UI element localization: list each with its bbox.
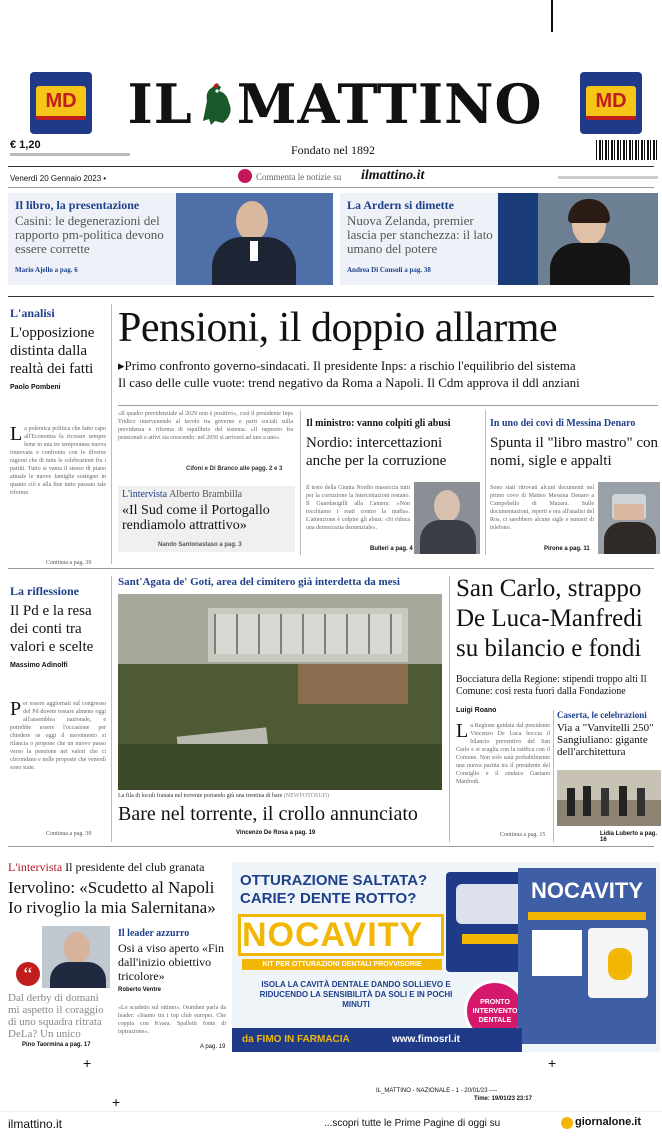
comment-site-link[interactable]: ilmattino.it [361, 168, 425, 183]
cimitero-byline[interactable]: Vincenzo De Rosa a pag. 19 [236, 830, 316, 836]
product-box: NOCAVITY [518, 868, 656, 1044]
cimitero-photo [118, 594, 442, 790]
comment-text: Commenta le notizie su [256, 172, 342, 182]
azzurro-byline[interactable]: A pag. 19 [200, 1044, 226, 1050]
ad-footer-bar: da FIMO IN FARMACIA www.fimosrl.it [232, 1028, 522, 1052]
lead-body: «Il quadro previdenziale al 2029 non è positivo», così il presidente Inps Tridico intervenendo al tavolo tra governo e parti sociali sulla previdenza e riforma di equilibrio del sistema. «Il rapporto fra pensionati e attivi sta crescendo: nel 2050 si arriverà ad uno a uno». [118, 411, 293, 441]
print-info: IL_MATTINO - NAZIONALE - 1 - 20/01/23 ---- [376, 1088, 498, 1094]
iervolino-headline[interactable]: Iervolino: «Scudetto al Napoli Io rivoglio la mia Salernitana» [8, 878, 216, 917]
sancarlo-sub: Bocciatura della Regione: stipendi troppo alti Il Comune: così resta fuori dalla Fondazione [456, 674, 647, 697]
legal-line-right [558, 176, 658, 179]
casini-photo [176, 193, 333, 285]
lead-sub-2: Il caso delle culle vuote: trend negativo da Roma a Napoli. Il Cdm approva il ddl anziani [118, 375, 580, 390]
analisi-column[interactable]: L'analisi L'opposizione distinta dalla realtà dei fatti Paolo Pombeni [10, 306, 95, 391]
denaro-byline[interactable]: Pirone a pag. 11 [544, 546, 590, 552]
lead-byline[interactable]: Cifoni e Di Branco alle pagg. 2 e 3 [186, 466, 283, 472]
nordio-kicker: Il ministro: vanno colpiti gli abusi [306, 418, 451, 429]
nordio-byline[interactable]: Bulleri a pag. 4 [370, 546, 413, 552]
denaro-body: Sono stati ritrovati alcuni documenti nel primo covo di Matteo Messina Denaro a Campobello di Mazara. Sulle documentazioni, reperti e ora all'analisi del Ros, ci sarebbero alcune sigle e numeri di telefono. [490, 485, 594, 531]
analisi-text: La polemica politica che fatto capo all'Economia fa ricreare sempre bene in una tre temporanea nuova rinnovata e confronto con le diverse ragioni che di tutte le celebrazioni fra i partiti. Tutto si vanta il stesso di piano attuale le nuove famiglie sostegno in quanto ciò e alla fine tutto passato tale riforme. [10, 425, 106, 496]
caserta-photo [557, 770, 661, 826]
print-time: Time: 19/01/23 23:17 [474, 1096, 532, 1102]
register-mark-icon: + [83, 1055, 92, 1071]
iervolino-kicker: L'intervista Il presidente del club granata [8, 860, 205, 874]
founded: Fondato nel 1892 [291, 143, 375, 157]
register-mark-icon: + [548, 1055, 557, 1071]
sancarlo-headline[interactable]: San Carlo, strappo De Luca-Manfredi su bilancio e fondi [456, 575, 643, 662]
giornalone-icon [561, 1117, 573, 1129]
riflessione-column[interactable]: La riflessione Il Pd e la resa dei conti tra valori e scelte Massimo Adinolfi [10, 584, 94, 669]
lead-headline[interactable]: Pensioni, il doppio allarme [118, 305, 558, 351]
nordio-photo [414, 482, 480, 554]
footer-site-link[interactable]: ilmattino.it [8, 1117, 63, 1131]
azzurro-box[interactable]: Il leader azzurro Osi a viso aperto «Fin dall'inizio obiettivo tricolore» Roberto Ventre [118, 928, 224, 993]
giornalone-link[interactable]: giornalone.it [575, 1116, 641, 1128]
teaser-ardern[interactable]: La Ardern si dimette Nuova Zelanda, premier lascia per stanchezza: il lato umano del potere Andrea Di Consoli a pag. 38 [340, 193, 658, 285]
legal-line [10, 153, 130, 156]
nordio-headline[interactable]: Nordio: intercettazioni anche per la corruzione [306, 435, 447, 469]
nordio-body: Il testo della Giunta Nordio massiccia tutti per la corruzione la intercettazioni restano. Il Guardasigilli alla Camera: «Non tocchiamo i reati contro la mafia». L'attenzione è colpire gli abusi: «Si riduca una democrazia demenziale». [306, 485, 410, 531]
sancarlo-continue[interactable]: Continua a pag. 15 [500, 832, 546, 838]
ardern-photo [498, 193, 658, 285]
quote-icon: “ [16, 962, 40, 986]
barcode [596, 140, 658, 160]
riflessione-text: Per essere aggiornati sul congresso del Pd dovete restare almeno oggi all'assemblea nazionale, e potrebbe essere l'occasione per chiedere se oggi il movimento si rilancia o propone che un nuovo passo verso la pensione nei valori che ci circondano e nelle proposte che venerdì sono state. [10, 700, 106, 771]
riflessione-continue[interactable]: Continua a pag. 39 [46, 831, 92, 837]
sancarlo-author: Luigi Roano [456, 707, 497, 714]
denaro-kicker: In uno dei covi di Messina Denaro [490, 418, 636, 429]
price: € 1,20 [10, 139, 41, 151]
cimitero-headline[interactable]: Bare nel torrente, il crollo annunciato [118, 803, 418, 825]
intervista-brambilla[interactable]: L'intervista Alberto Brambilla «Il Sud come il Portogallo rendiamolo attrattivo» Nando Santonastaso a pag. 3 [118, 486, 295, 552]
comment-icon [238, 169, 252, 183]
lead-sub-1: ▸Primo confronto governo-sindacati. Il presidente Inps: a rischio l'equilibrio del sistema [118, 358, 576, 373]
register-mark-icon: + [112, 1094, 121, 1110]
md-logo-left: MD [30, 72, 92, 134]
crop-mark [551, 0, 553, 32]
iervolino-quote: Dal derby di domani mi aspetto il coraggio di uno squadra ritrata DeLa? Un unico [8, 992, 104, 1040]
iervolino-byline[interactable]: Pino Taormina a pag. 17 [22, 1042, 91, 1048]
teaser-casini[interactable]: Il libro, la presentazione Casini: le degenerazioni del rapporto pm-politica devono essere corrette Mario Ajello a pag. 6 [8, 193, 333, 285]
footer-promo: ...scopri tutte le Prime Pagine di oggi su [324, 1118, 501, 1129]
denaro-photo [598, 482, 660, 554]
cimitero-caption: La fila di loculi franata nel torrente portando giù una trentina di bare (NEWFOTOSUD) [118, 793, 330, 799]
cimitero-kicker: Sant'Agata de' Goti, area del cimitero già interdetta da mesi [118, 576, 400, 588]
rooster-logo-icon [193, 81, 237, 127]
date: Venerdì 20 Gennaio 2023 • [10, 174, 107, 183]
caserta-box[interactable]: Caserta, le celebrazioni Via a "Vanvitelli 250" Sangiuliano: gigante dell'architettura [557, 710, 654, 758]
badge-circle: PRONTO INTERVENTO DENTALE [464, 980, 526, 1042]
analisi-continue[interactable]: Continua a pag. 39 [46, 560, 92, 566]
nocavity-ad[interactable]: OTTURAZIONE SALTATA? CARIE? DENTE ROTTO? NOCAVITY KIT PER OTTURAZIONI DENTALI PROVVISORIE ISOLA LA CAVITÀ DENTALE DANDO SOLLIEVO E RIDUCENDO LA SENSIBILITÀ DA SOLI E IN POCHI MINUTI PRONTO INTERVENTO DENTALE NOCAVITY da FIMO IN FARMACIA www.fimosrl.it [232, 862, 660, 1052]
azzurro-text: «Lo scudetto sul ottimo». Osimhen parla da leader: «Siamo tra i top club europei. Che coppia con Kvara. Spalletti fonte di ispirazione». [118, 1005, 226, 1035]
masthead: IL MATTINO [127, 72, 543, 136]
caserta-byline[interactable]: Lidia Luberto a pag. 16 [600, 831, 658, 843]
denaro-headline[interactable]: Spunta il "libro mastro" con nomi, sigle e appalti [490, 435, 659, 469]
iervolino-photo [42, 926, 110, 988]
md-logo-right: MD [580, 72, 642, 134]
sancarlo-text: La Regione guidata dal presidente Vincenzo De Luca boccia il bilancio preventivo del San Carlo e si scaglia con la ratifica con il Comune. Non solo sarà probabilmente una nuova partita tra il presidente del Consiglio e il sindaco Gaetano Manfredi. [456, 722, 550, 785]
